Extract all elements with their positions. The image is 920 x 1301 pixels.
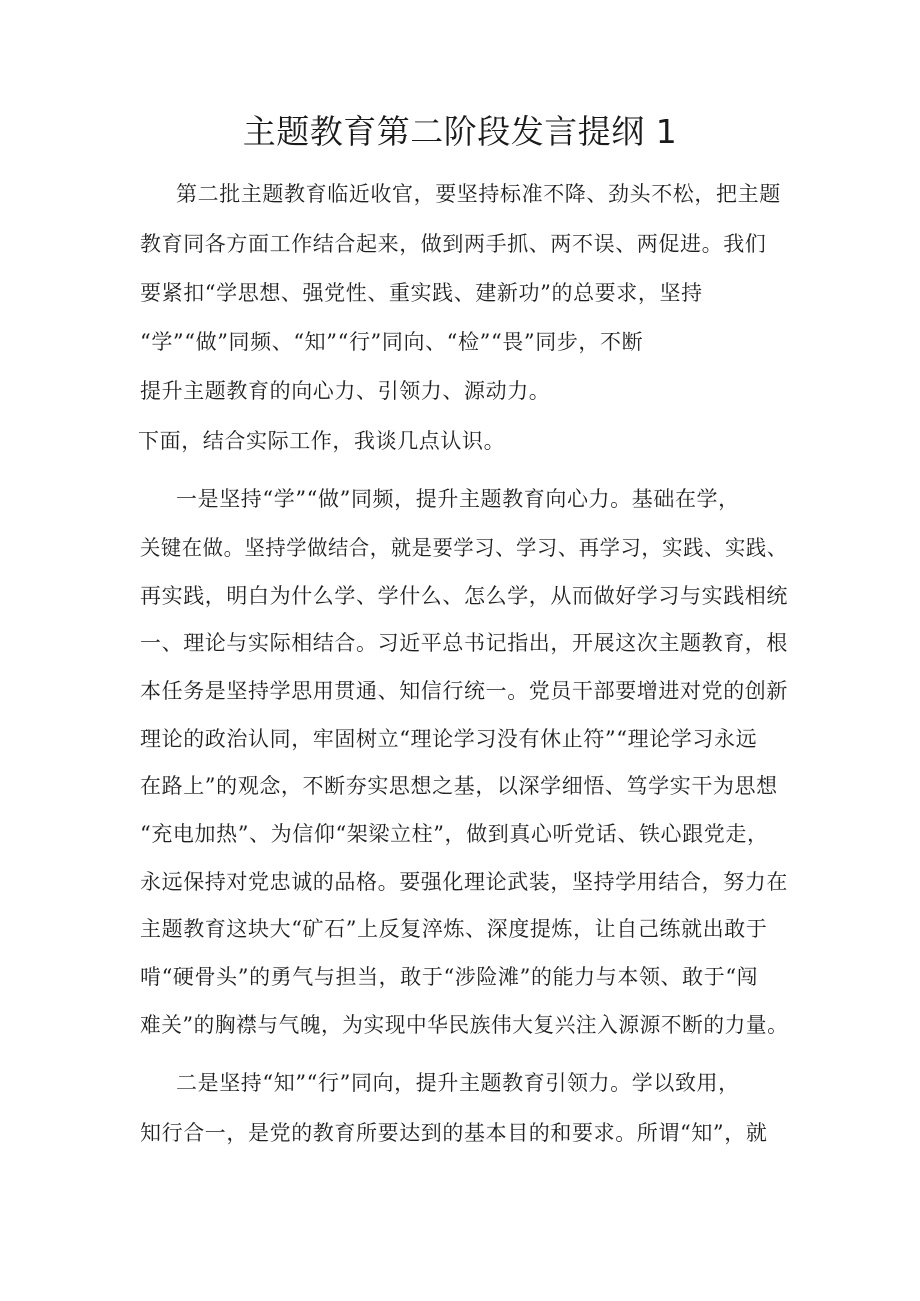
body-line: “学”“做”同频、“知”“行”同向、“检”“畏”同步，不断 <box>140 330 644 354</box>
body-line: 在路上”的观念，不断夯实思想之基，以深学细悟、笃学实干为思想 <box>140 774 778 798</box>
body-line: 下面，结合实际工作，我谈几点认识。 <box>138 429 506 453</box>
body-line: 二是坚持“知”“行”同向，提升主题教育引领力。学以致用， <box>176 1071 740 1095</box>
body-line: 提升主题教育的向心力、引领力、源动力。 <box>140 379 551 403</box>
body-line: 主题教育这块大“矿石”上反复淬炼、深度提炼，让自己练就出敢于 <box>140 917 768 941</box>
body-line: 一是坚持“学”“做”同频，提升主题教育向心力。基础在学， <box>176 487 740 511</box>
body-line: “充电加热”、为信仰“架梁立柱”，做到真心听党话、铁心跟党走， <box>140 822 769 846</box>
document-title: 主题教育第二阶段发言提纲 1 <box>242 112 678 151</box>
body-line: 难关”的胸襟与气魄，为实现中华民族伟大复兴注入源源不断的力量。 <box>140 1013 789 1037</box>
body-line: 一、理论与实际相结合。习近平总书记指出，开展这次主题教育，根 <box>140 631 788 655</box>
body-line: 再实践，明白为什么学、学什么、怎么学，从而做好学习与实践相统 <box>140 584 788 608</box>
body-line: 第二批主题教育临近收官，要坚持标准不降、劲头不松，把主题 <box>176 182 781 206</box>
body-line: 要紧扣“学思想、强党性、重实践、建新功”的总要求，坚持 <box>140 281 703 305</box>
body-line: 理论的政治认同，牢固树立“理论学习没有休止符”“理论学习永远 <box>140 727 758 751</box>
body-line: 关键在做。坚持学做结合，就是要学习、学习、再学习，实践、实践、 <box>140 536 788 560</box>
body-line: 知行合一，是党的教育所要达到的基本目的和要求。所谓“知”，就 <box>140 1121 768 1145</box>
body-line: 永远保持对党忠诚的品格。要强化理论武装，坚持学用结合，努力在 <box>140 870 788 894</box>
body-line: 啃“硬骨头”的勇气与担当，敢于“涉险滩”的能力与本领、敢于“闯 <box>140 965 759 989</box>
body-line: 本任务是坚持学思用贯通、知信行统一。党员干部要增进对党的创新 <box>140 679 788 703</box>
body-line: 教育同各方面工作结合起来，做到两手抓、两不误、两促进。我们 <box>140 232 767 256</box>
